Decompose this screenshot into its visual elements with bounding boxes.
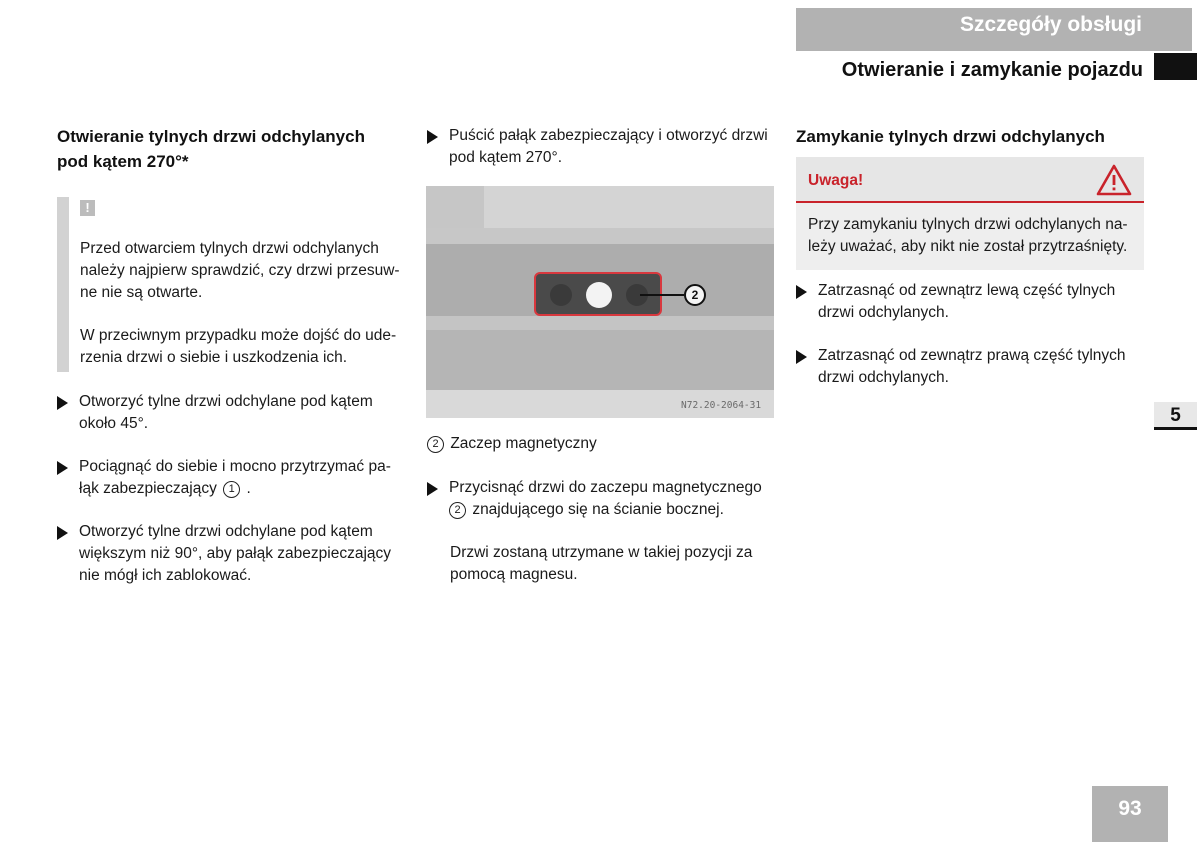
left-heading-line2: pod kątem 270°*: [57, 152, 189, 171]
warning-triangle-icon: [1096, 164, 1132, 196]
note-line: W przeciwnym przypadku może dojść do ude-: [80, 327, 397, 344]
magnet-dot: [586, 282, 612, 308]
page-number: 93: [1118, 797, 1142, 820]
note-line: należy najpierw sprawdzić, czy drzwi przesuw-: [80, 262, 400, 279]
image-code: N72.20-2064-31: [681, 400, 762, 411]
bullet-arrow-icon: [796, 350, 807, 364]
note-line: rzenia drzwi o siebie i uszkodzenia ich.: [80, 349, 348, 366]
bullet-arrow-icon: [57, 461, 68, 475]
warning-line: Przy zamykaniu tylnych drzwi odchylanych na-: [808, 216, 1128, 233]
photo-background: [426, 228, 774, 244]
step-line: Otworzyć tylne drzwi odchylane pod kątem: [79, 393, 373, 410]
middle-step-2: [427, 477, 779, 521]
chapter-marker: [1154, 53, 1197, 80]
note-line: Drzwi zostaną utrzymane w takiej pozycji za: [450, 544, 753, 561]
note-line: pomocą magnesu.: [450, 566, 578, 583]
bullet-arrow-icon: [796, 285, 807, 299]
chapter-title: Otwieranie i zamykanie pojazdu: [841, 59, 1143, 81]
note-icon: !: [80, 200, 95, 216]
caption-text: Zaczep magnetyczny: [450, 435, 597, 452]
left-step-3: [57, 521, 412, 587]
step-line: [449, 499, 762, 521]
step-line: pod kątem 270°.: [449, 149, 563, 166]
middle-note: [450, 542, 780, 586]
step-text: znajdującego się na ścianie bocznej.: [472, 501, 724, 518]
step-line: drzwi odchylanych.: [818, 304, 949, 321]
left-heading-line1: Otwieranie tylnych drzwi odchylanych: [57, 127, 365, 146]
step-line: drzwi odchylanych.: [818, 369, 949, 386]
note-line: Przed otwarciem tylnych drzwi odchylanych: [80, 240, 379, 257]
callout-ref-1: 1: [223, 481, 240, 498]
magnetic-catch-photo: [426, 186, 774, 418]
photo-caption: [427, 433, 777, 455]
step-line: Zatrzasnąć od zewnątrz lewą część tylnych: [818, 282, 1116, 299]
callout-ref-2: 2: [427, 436, 444, 453]
note-paragraph-1: [80, 238, 410, 304]
photo-background: [426, 330, 774, 390]
bullet-arrow-icon: [57, 396, 68, 410]
step-line: Zatrzasnąć od zewnątrz prawą część tylnych: [818, 347, 1126, 364]
right-step-2: [796, 345, 1151, 389]
right-step-1: [796, 280, 1151, 324]
step-line: około 45°.: [79, 415, 149, 432]
bumper-dot: [550, 284, 572, 306]
step-line: nie mógł ich zablokować.: [79, 567, 252, 584]
photo-callout-2: 2: [684, 284, 706, 306]
bullet-arrow-icon: [427, 130, 438, 144]
bullet-arrow-icon: [57, 526, 68, 540]
step-text: łąk zabezpieczający: [79, 480, 217, 497]
step-line: Puścić pałąk zabezpieczający i otworzyć drzwi: [449, 127, 768, 144]
callout-ref-2: 2: [449, 502, 466, 519]
note-line: ne nie są otwarte.: [80, 284, 203, 301]
chapter-tab-number: 5: [1170, 405, 1181, 426]
left-heading: [57, 124, 407, 174]
warning-line: leży uważać, aby nikt nie został przytrzaśnięty.: [808, 238, 1128, 255]
step-line: Pociągnąć do siebie i mocno przytrzymać pa-: [79, 458, 391, 475]
section-title: Szczegóły obsługi: [959, 13, 1142, 36]
right-heading: Zamykanie tylnych drzwi odchylanych: [796, 127, 1105, 146]
note-paragraph-2: [80, 325, 410, 369]
step-line: Otworzyć tylne drzwi odchylane pod kątem: [79, 523, 373, 540]
note-sidebar: [57, 197, 69, 372]
step-text: .: [246, 480, 251, 497]
step-line: [79, 478, 391, 500]
middle-step-1: [427, 125, 777, 169]
warning-text: [808, 214, 1142, 258]
photo-background: [426, 186, 484, 228]
left-step-1: [57, 391, 412, 435]
photo-background: [426, 316, 774, 330]
callout-leader-line: [640, 294, 684, 296]
left-step-2: [57, 456, 412, 500]
step-line: Przycisnąć drzwi do zaczepu magnetycznego: [449, 479, 762, 496]
warning-label: Uwaga!: [808, 172, 864, 189]
bullet-arrow-icon: [427, 482, 438, 496]
step-line: większym niż 90°, aby pałąk zabezpieczający: [79, 545, 392, 562]
